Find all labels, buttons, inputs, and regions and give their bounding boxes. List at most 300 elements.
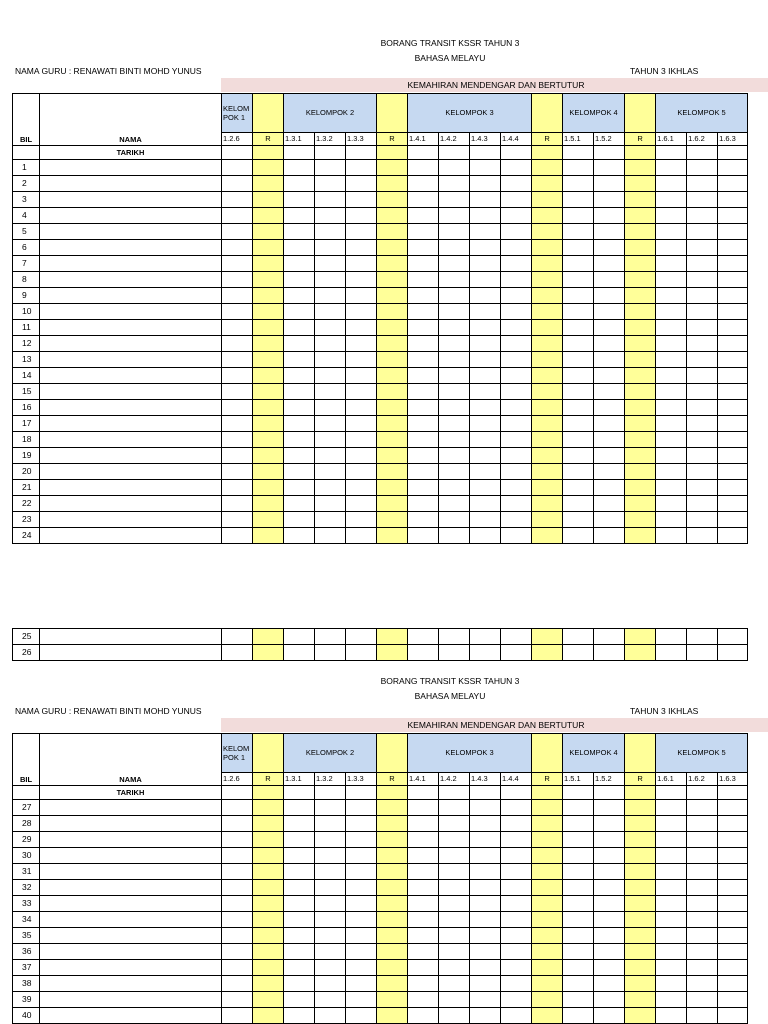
date-cell[interactable] (377, 146, 408, 160)
score-cell[interactable] (315, 224, 346, 240)
score-cell[interactable] (315, 496, 346, 512)
student-name-cell[interactable] (40, 352, 222, 368)
score-cell[interactable] (563, 496, 594, 512)
score-cell[interactable] (408, 832, 439, 848)
r-cell[interactable] (377, 480, 408, 496)
r-cell[interactable] (377, 629, 408, 645)
score-cell[interactable] (408, 336, 439, 352)
score-cell[interactable] (718, 645, 748, 661)
date-cell[interactable] (346, 146, 377, 160)
r-cell[interactable] (532, 864, 563, 880)
r-cell[interactable] (253, 192, 284, 208)
score-cell[interactable] (718, 448, 748, 464)
r-cell[interactable] (625, 629, 656, 645)
r-cell[interactable] (625, 224, 656, 240)
score-cell[interactable] (594, 192, 625, 208)
score-cell[interactable] (594, 816, 625, 832)
score-cell[interactable] (718, 304, 748, 320)
student-name-cell[interactable] (40, 208, 222, 224)
date-cell[interactable] (284, 786, 315, 800)
r-cell[interactable] (253, 256, 284, 272)
score-cell[interactable] (501, 464, 532, 480)
r-cell[interactable] (625, 208, 656, 224)
score-cell[interactable] (315, 960, 346, 976)
score-cell[interactable] (439, 645, 470, 661)
r-cell[interactable] (625, 352, 656, 368)
date-cell[interactable] (315, 146, 346, 160)
r-cell[interactable] (377, 256, 408, 272)
r-cell[interactable] (532, 224, 563, 240)
r-cell[interactable] (253, 944, 284, 960)
score-cell[interactable] (346, 384, 377, 400)
score-cell[interactable] (315, 288, 346, 304)
r-cell[interactable] (625, 928, 656, 944)
score-cell[interactable] (408, 928, 439, 944)
score-cell[interactable] (346, 629, 377, 645)
r-cell[interactable] (377, 992, 408, 1008)
date-cell[interactable] (253, 146, 284, 160)
r-cell[interactable] (532, 304, 563, 320)
r-cell[interactable] (377, 224, 408, 240)
r-cell[interactable] (625, 160, 656, 176)
score-cell[interactable] (315, 832, 346, 848)
score-cell[interactable] (315, 464, 346, 480)
score-cell[interactable] (563, 645, 594, 661)
score-cell[interactable] (439, 960, 470, 976)
score-cell[interactable] (656, 352, 687, 368)
score-cell[interactable] (222, 384, 253, 400)
score-cell[interactable] (284, 912, 315, 928)
score-cell[interactable] (718, 976, 748, 992)
date-cell[interactable] (532, 146, 563, 160)
r-cell[interactable] (377, 416, 408, 432)
student-name-cell[interactable] (40, 240, 222, 256)
student-name-cell[interactable] (40, 224, 222, 240)
score-cell[interactable] (656, 160, 687, 176)
score-cell[interactable] (501, 960, 532, 976)
score-cell[interactable] (563, 320, 594, 336)
r-cell[interactable] (532, 496, 563, 512)
r-cell[interactable] (253, 240, 284, 256)
r-cell[interactable] (377, 352, 408, 368)
score-cell[interactable] (284, 192, 315, 208)
score-cell[interactable] (284, 629, 315, 645)
score-cell[interactable] (284, 832, 315, 848)
score-cell[interactable] (656, 240, 687, 256)
score-cell[interactable] (346, 800, 377, 816)
score-cell[interactable] (470, 528, 501, 544)
score-cell[interactable] (501, 629, 532, 645)
score-cell[interactable] (346, 272, 377, 288)
r-cell[interactable] (625, 1008, 656, 1024)
student-name-cell[interactable] (40, 944, 222, 960)
score-cell[interactable] (439, 192, 470, 208)
score-cell[interactable] (656, 944, 687, 960)
r-cell[interactable] (253, 912, 284, 928)
r-cell[interactable] (625, 800, 656, 816)
score-cell[interactable] (718, 352, 748, 368)
score-cell[interactable] (222, 272, 253, 288)
r-cell[interactable] (253, 976, 284, 992)
r-cell[interactable] (377, 1008, 408, 1024)
score-cell[interactable] (718, 160, 748, 176)
score-cell[interactable] (408, 384, 439, 400)
score-cell[interactable] (718, 240, 748, 256)
r-cell[interactable] (377, 848, 408, 864)
score-cell[interactable] (594, 224, 625, 240)
r-cell[interactable] (532, 912, 563, 928)
r-cell[interactable] (253, 800, 284, 816)
score-cell[interactable] (594, 416, 625, 432)
score-cell[interactable] (439, 208, 470, 224)
student-name-cell[interactable] (40, 192, 222, 208)
score-cell[interactable] (563, 352, 594, 368)
r-cell[interactable] (253, 288, 284, 304)
score-cell[interactable] (656, 224, 687, 240)
score-cell[interactable] (222, 480, 253, 496)
score-cell[interactable] (439, 832, 470, 848)
score-cell[interactable] (470, 645, 501, 661)
score-cell[interactable] (687, 992, 718, 1008)
r-cell[interactable] (625, 432, 656, 448)
score-cell[interactable] (284, 384, 315, 400)
score-cell[interactable] (687, 864, 718, 880)
score-cell[interactable] (470, 976, 501, 992)
score-cell[interactable] (408, 432, 439, 448)
r-cell[interactable] (625, 645, 656, 661)
score-cell[interactable] (315, 528, 346, 544)
score-cell[interactable] (439, 384, 470, 400)
score-cell[interactable] (439, 304, 470, 320)
date-cell[interactable] (377, 786, 408, 800)
score-cell[interactable] (656, 176, 687, 192)
score-cell[interactable] (470, 160, 501, 176)
date-cell[interactable] (532, 786, 563, 800)
score-cell[interactable] (284, 160, 315, 176)
score-cell[interactable] (718, 192, 748, 208)
score-cell[interactable] (284, 240, 315, 256)
score-cell[interactable] (594, 384, 625, 400)
r-cell[interactable] (377, 320, 408, 336)
date-cell[interactable] (501, 786, 532, 800)
score-cell[interactable] (346, 224, 377, 240)
student-name-cell[interactable] (40, 288, 222, 304)
score-cell[interactable] (408, 368, 439, 384)
score-cell[interactable] (222, 256, 253, 272)
score-cell[interactable] (346, 288, 377, 304)
score-cell[interactable] (594, 368, 625, 384)
r-cell[interactable] (253, 384, 284, 400)
score-cell[interactable] (687, 448, 718, 464)
score-cell[interactable] (563, 464, 594, 480)
date-cell[interactable] (687, 146, 718, 160)
score-cell[interactable] (346, 400, 377, 416)
r-cell[interactable] (532, 336, 563, 352)
r-cell[interactable] (625, 448, 656, 464)
score-cell[interactable] (408, 448, 439, 464)
r-cell[interactable] (253, 176, 284, 192)
score-cell[interactable] (563, 384, 594, 400)
score-cell[interactable] (284, 864, 315, 880)
score-cell[interactable] (656, 848, 687, 864)
score-cell[interactable] (222, 645, 253, 661)
score-cell[interactable] (563, 192, 594, 208)
score-cell[interactable] (687, 336, 718, 352)
score-cell[interactable] (470, 464, 501, 480)
score-cell[interactable] (718, 464, 748, 480)
score-cell[interactable] (470, 432, 501, 448)
score-cell[interactable] (346, 336, 377, 352)
score-cell[interactable] (656, 208, 687, 224)
score-cell[interactable] (222, 832, 253, 848)
score-cell[interactable] (222, 336, 253, 352)
score-cell[interactable] (408, 1008, 439, 1024)
score-cell[interactable] (594, 400, 625, 416)
score-cell[interactable] (222, 368, 253, 384)
score-cell[interactable] (222, 400, 253, 416)
student-name-cell[interactable] (40, 928, 222, 944)
score-cell[interactable] (718, 224, 748, 240)
r-cell[interactable] (253, 512, 284, 528)
score-cell[interactable] (470, 992, 501, 1008)
score-cell[interactable] (315, 1008, 346, 1024)
date-cell[interactable] (408, 146, 439, 160)
student-name-cell[interactable] (40, 496, 222, 512)
r-cell[interactable] (253, 464, 284, 480)
r-cell[interactable] (253, 496, 284, 512)
score-cell[interactable] (501, 976, 532, 992)
date-cell[interactable] (253, 786, 284, 800)
score-cell[interactable] (470, 256, 501, 272)
date-cell[interactable] (222, 146, 253, 160)
score-cell[interactable] (222, 1008, 253, 1024)
score-cell[interactable] (718, 528, 748, 544)
score-cell[interactable] (222, 464, 253, 480)
score-cell[interactable] (408, 272, 439, 288)
score-cell[interactable] (687, 224, 718, 240)
score-cell[interactable] (594, 928, 625, 944)
score-cell[interactable] (687, 432, 718, 448)
score-cell[interactable] (501, 512, 532, 528)
r-cell[interactable] (625, 304, 656, 320)
r-cell[interactable] (532, 976, 563, 992)
student-name-cell[interactable] (40, 176, 222, 192)
student-name-cell[interactable] (40, 864, 222, 880)
score-cell[interactable] (284, 224, 315, 240)
score-cell[interactable] (594, 288, 625, 304)
score-cell[interactable] (563, 432, 594, 448)
score-cell[interactable] (408, 880, 439, 896)
score-cell[interactable] (315, 176, 346, 192)
r-cell[interactable] (532, 416, 563, 432)
score-cell[interactable] (563, 512, 594, 528)
r-cell[interactable] (377, 800, 408, 816)
student-name-cell[interactable] (40, 832, 222, 848)
score-cell[interactable] (594, 896, 625, 912)
r-cell[interactable] (532, 960, 563, 976)
score-cell[interactable] (222, 960, 253, 976)
score-cell[interactable] (563, 864, 594, 880)
score-cell[interactable] (594, 944, 625, 960)
score-cell[interactable] (563, 224, 594, 240)
score-cell[interactable] (501, 1008, 532, 1024)
r-cell[interactable] (532, 816, 563, 832)
score-cell[interactable] (718, 800, 748, 816)
r-cell[interactable] (253, 629, 284, 645)
date-cell[interactable] (625, 146, 656, 160)
date-cell[interactable] (408, 786, 439, 800)
score-cell[interactable] (687, 304, 718, 320)
score-cell[interactable] (470, 800, 501, 816)
score-cell[interactable] (284, 512, 315, 528)
score-cell[interactable] (284, 976, 315, 992)
score-cell[interactable] (470, 928, 501, 944)
score-cell[interactable] (687, 240, 718, 256)
score-cell[interactable] (501, 944, 532, 960)
score-cell[interactable] (594, 448, 625, 464)
r-cell[interactable] (253, 320, 284, 336)
score-cell[interactable] (346, 320, 377, 336)
r-cell[interactable] (532, 848, 563, 864)
score-cell[interactable] (501, 448, 532, 464)
score-cell[interactable] (439, 816, 470, 832)
score-cell[interactable] (470, 384, 501, 400)
score-cell[interactable] (563, 848, 594, 864)
r-cell[interactable] (532, 629, 563, 645)
score-cell[interactable] (687, 160, 718, 176)
score-cell[interactable] (470, 944, 501, 960)
score-cell[interactable] (656, 816, 687, 832)
r-cell[interactable] (532, 384, 563, 400)
score-cell[interactable] (563, 880, 594, 896)
score-cell[interactable] (501, 304, 532, 320)
score-cell[interactable] (563, 480, 594, 496)
r-cell[interactable] (532, 645, 563, 661)
score-cell[interactable] (470, 832, 501, 848)
score-cell[interactable] (284, 320, 315, 336)
score-cell[interactable] (594, 832, 625, 848)
r-cell[interactable] (625, 864, 656, 880)
score-cell[interactable] (284, 1008, 315, 1024)
r-cell[interactable] (532, 528, 563, 544)
score-cell[interactable] (501, 928, 532, 944)
score-cell[interactable] (470, 1008, 501, 1024)
r-cell[interactable] (253, 400, 284, 416)
score-cell[interactable] (501, 880, 532, 896)
score-cell[interactable] (687, 400, 718, 416)
score-cell[interactable] (687, 912, 718, 928)
score-cell[interactable] (656, 368, 687, 384)
score-cell[interactable] (718, 400, 748, 416)
r-cell[interactable] (377, 176, 408, 192)
score-cell[interactable] (687, 192, 718, 208)
score-cell[interactable] (222, 992, 253, 1008)
date-cell[interactable] (222, 786, 253, 800)
score-cell[interactable] (656, 464, 687, 480)
score-cell[interactable] (315, 272, 346, 288)
score-cell[interactable] (656, 320, 687, 336)
score-cell[interactable] (470, 320, 501, 336)
score-cell[interactable] (687, 880, 718, 896)
score-cell[interactable] (563, 208, 594, 224)
score-cell[interactable] (656, 432, 687, 448)
score-cell[interactable] (284, 352, 315, 368)
r-cell[interactable] (377, 864, 408, 880)
score-cell[interactable] (284, 464, 315, 480)
score-cell[interactable] (346, 848, 377, 864)
score-cell[interactable] (284, 528, 315, 544)
score-cell[interactable] (563, 896, 594, 912)
score-cell[interactable] (594, 864, 625, 880)
score-cell[interactable] (501, 416, 532, 432)
r-cell[interactable] (377, 160, 408, 176)
r-cell[interactable] (377, 880, 408, 896)
score-cell[interactable] (346, 960, 377, 976)
score-cell[interactable] (687, 1008, 718, 1024)
r-cell[interactable] (377, 512, 408, 528)
student-name-cell[interactable] (40, 368, 222, 384)
r-cell[interactable] (625, 400, 656, 416)
score-cell[interactable] (687, 384, 718, 400)
r-cell[interactable] (377, 496, 408, 512)
student-name-cell[interactable] (40, 448, 222, 464)
score-cell[interactable] (501, 896, 532, 912)
r-cell[interactable] (377, 944, 408, 960)
date-cell[interactable] (718, 786, 748, 800)
score-cell[interactable] (284, 928, 315, 944)
score-cell[interactable] (594, 1008, 625, 1024)
score-cell[interactable] (222, 448, 253, 464)
r-cell[interactable] (532, 1008, 563, 1024)
r-cell[interactable] (253, 864, 284, 880)
score-cell[interactable] (284, 400, 315, 416)
score-cell[interactable] (439, 448, 470, 464)
score-cell[interactable] (439, 896, 470, 912)
score-cell[interactable] (346, 645, 377, 661)
score-cell[interactable] (346, 352, 377, 368)
r-cell[interactable] (377, 192, 408, 208)
score-cell[interactable] (346, 912, 377, 928)
student-name-cell[interactable] (40, 880, 222, 896)
r-cell[interactable] (532, 288, 563, 304)
score-cell[interactable] (594, 464, 625, 480)
score-cell[interactable] (594, 304, 625, 320)
score-cell[interactable] (439, 480, 470, 496)
score-cell[interactable] (656, 800, 687, 816)
score-cell[interactable] (501, 992, 532, 1008)
score-cell[interactable] (656, 976, 687, 992)
student-name-cell[interactable] (40, 1008, 222, 1024)
score-cell[interactable] (439, 848, 470, 864)
score-cell[interactable] (594, 512, 625, 528)
r-cell[interactable] (377, 816, 408, 832)
score-cell[interactable] (656, 1008, 687, 1024)
r-cell[interactable] (625, 912, 656, 928)
score-cell[interactable] (284, 368, 315, 384)
score-cell[interactable] (408, 176, 439, 192)
score-cell[interactable] (439, 496, 470, 512)
score-cell[interactable] (346, 176, 377, 192)
score-cell[interactable] (501, 496, 532, 512)
score-cell[interactable] (470, 176, 501, 192)
score-cell[interactable] (687, 832, 718, 848)
student-name-cell[interactable] (40, 645, 222, 661)
score-cell[interactable] (687, 480, 718, 496)
score-cell[interactable] (718, 816, 748, 832)
student-name-cell[interactable] (40, 512, 222, 528)
score-cell[interactable] (439, 992, 470, 1008)
r-cell[interactable] (625, 816, 656, 832)
